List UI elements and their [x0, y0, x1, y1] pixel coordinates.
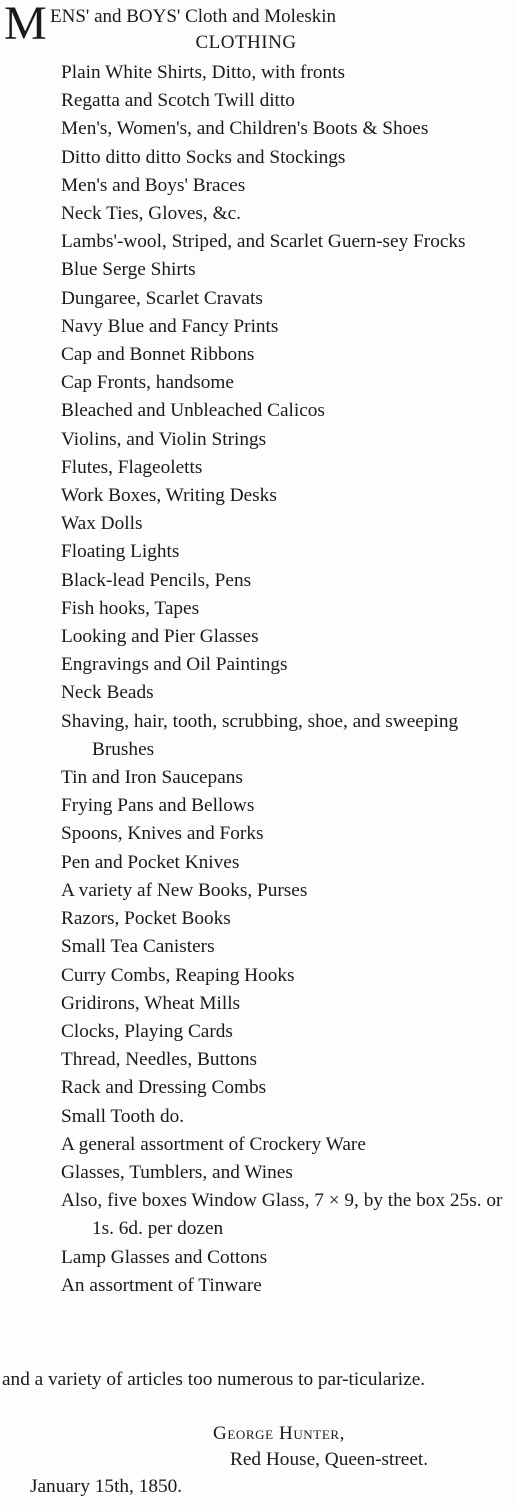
list-item: Rack and Dressing Combs: [61, 1077, 267, 1099]
list-item: A general assortment of Crockery Ware: [61, 1133, 366, 1155]
list-item: Glasses, Tumblers, and Wines: [61, 1161, 293, 1183]
list-item: Frying Pans and Bellows: [61, 795, 255, 817]
list-item: Ditto ditto ditto Socks and Stockings: [61, 146, 346, 168]
list-item: Tin and Iron Saucepans: [61, 767, 243, 789]
list-item: Violins, and Violin Strings: [61, 428, 267, 450]
drop-cap: M: [4, 0, 47, 50]
list-item: An assortment of Tinware: [61, 1274, 262, 1296]
signature-name: George Hunter,: [213, 1423, 346, 1444]
list-item: Navy Blue and Fancy Prints: [61, 315, 279, 337]
list-item: Shaving, hair, tooth, scrubbing, shoe, and sweeping Brushes: [61, 710, 459, 760]
list-item: Regatta and Scotch Twill ditto: [61, 90, 295, 112]
list-item: Wax Dolls: [61, 513, 143, 535]
heading-line-2: CLOTHING: [195, 32, 297, 53]
list-item: Curry Combs, Reaping Hooks: [61, 964, 295, 986]
list-item: Lamp Glasses and Cottons: [61, 1246, 268, 1268]
list-item: Neck Ties, Gloves, &c.: [61, 203, 241, 225]
list-item: Black-lead Pencils, Pens: [61, 569, 252, 591]
list-item: Work Boxes, Writing Desks: [61, 485, 277, 507]
closing-text: and a variety of articles too numerous to par-ticularize.: [2, 1369, 426, 1390]
list-item: Cap and Bonnet Ribbons: [61, 344, 255, 366]
list-item: Small Tooth do.: [61, 1105, 185, 1127]
list-item: Lambs'-wool, Striped, and Scarlet Guern-sey Frocks: [61, 231, 466, 253]
list-item: Floating Lights: [61, 541, 180, 563]
list-item: Dungaree, Scarlet Cravats: [61, 287, 263, 309]
signature-address: Red House, Queen-street.: [230, 1449, 429, 1470]
list-item: Plain White Shirts, Ditto, with fronts: [61, 62, 346, 83]
list-item: Bleached and Unbleached Calicos: [61, 400, 325, 422]
list-item: Thread, Needles, Buttons: [61, 1049, 257, 1071]
list-item: Clocks, Playing Cards: [61, 1020, 233, 1042]
list-item: Spoons, Knives and Forks: [61, 823, 264, 845]
list-item: Also, five boxes Window Glass, 7 × 9, by the box 25s. or 1s. 6d. per dozen: [61, 1190, 503, 1240]
list-item: A variety af New Books, Purses: [61, 879, 308, 901]
heading-line-1: ENS' and BOYS' Cloth and Moleskin: [50, 6, 337, 27]
list-item: Razors, Pocket Books: [61, 908, 231, 930]
list-item: Fish hooks, Tapes: [61, 597, 200, 619]
list-item: Flutes, Flageoletts: [61, 456, 203, 478]
item-list: [0, 59, 517, 1300]
date-line: January 15th, 1850.: [30, 1476, 183, 1497]
list-item: Cap Fronts, handsome: [61, 372, 234, 394]
list-item: Pen and Pocket Knives: [61, 851, 240, 873]
list-item: Looking and Pier Glasses: [61, 626, 259, 648]
list-item: Small Tea Canisters: [61, 936, 215, 958]
list-item: Men's and Boys' Braces: [61, 174, 246, 196]
list-item: Engravings and Oil Paintings: [61, 654, 288, 676]
list-item: Blue Serge Shirts: [61, 259, 196, 281]
list-item: Men's, Women's, and Children's Boots & Shoes: [61, 118, 429, 140]
list-item: Neck Beads: [61, 682, 154, 704]
list-item: Gridirons, Wheat Mills: [61, 992, 241, 1014]
